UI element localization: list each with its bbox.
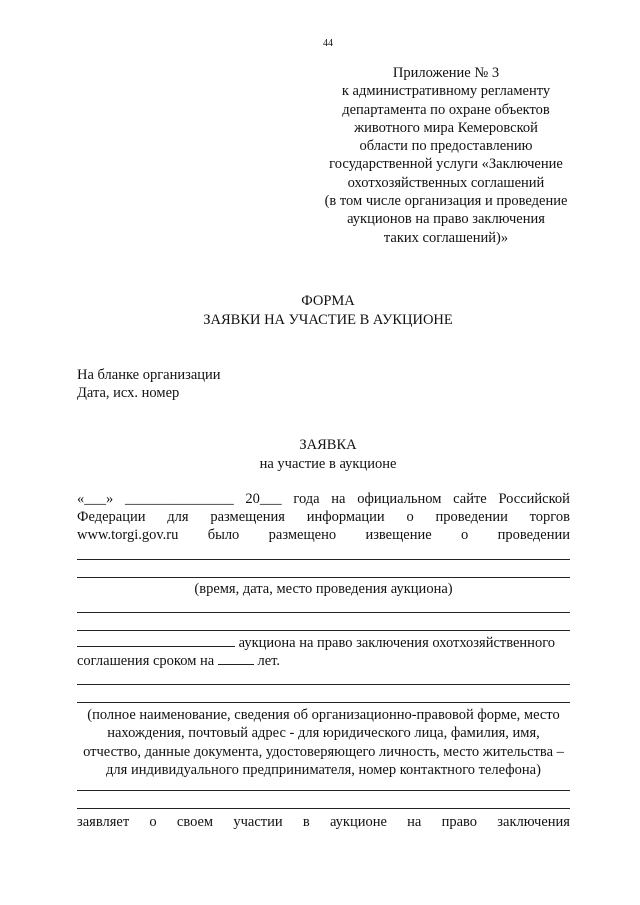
word: торгов bbox=[529, 509, 570, 525]
word: проведении bbox=[497, 527, 570, 543]
appendix-line: (в том числе организация и проведение bbox=[324, 193, 568, 210]
word: заявляет bbox=[77, 814, 130, 830]
form-title-line1: ФОРМА bbox=[301, 293, 355, 309]
fill-in-line bbox=[77, 684, 570, 685]
appendix-line: области по предоставлению bbox=[359, 138, 533, 155]
page-number: 44 bbox=[323, 38, 333, 49]
word: участии bbox=[233, 814, 283, 830]
auction-line bbox=[77, 634, 570, 652]
appendix-line: аукционов на право заключения bbox=[347, 211, 545, 228]
fill-in-line bbox=[77, 808, 570, 809]
website-link: www.torgi.gov.ru bbox=[77, 527, 179, 543]
word: в bbox=[302, 814, 310, 830]
word: о bbox=[149, 814, 157, 830]
term-prefix: соглашения сроком на bbox=[77, 653, 218, 669]
blank-field bbox=[77, 634, 235, 647]
auction-caption-text: (время, дата, место проведения аукциона) bbox=[194, 581, 453, 597]
word: официальном bbox=[357, 491, 442, 507]
letterhead-line1: На бланке организации bbox=[77, 367, 221, 383]
word: для bbox=[167, 509, 189, 525]
letterhead-line2: Дата, исх. номер bbox=[77, 385, 180, 401]
word: Федерации bbox=[77, 509, 146, 525]
applicant-caption-line: отчество, данные документа, удостоверяющего личность, место жительства – bbox=[83, 743, 564, 760]
body-line-1 bbox=[77, 490, 570, 508]
fill-in-line bbox=[77, 559, 570, 560]
word: проведении bbox=[435, 509, 508, 525]
applicant-caption bbox=[77, 706, 570, 779]
body-paragraph-1 bbox=[77, 490, 570, 544]
letterhead-note bbox=[77, 366, 221, 402]
word: своем bbox=[176, 814, 214, 830]
fill-in-line bbox=[77, 790, 570, 791]
word: года bbox=[293, 491, 320, 507]
appendix-line: животного мира Кемеровской bbox=[354, 119, 538, 136]
word: о bbox=[461, 527, 469, 543]
declares-line bbox=[77, 813, 570, 831]
auction-caption bbox=[77, 580, 570, 598]
body-line-3 bbox=[77, 526, 570, 544]
body-line-2 bbox=[77, 508, 570, 526]
form-title bbox=[0, 292, 640, 330]
application-heading bbox=[0, 436, 640, 474]
applicant-caption-line: для индивидуального предпринимателя, номер контактного телефона) bbox=[106, 761, 541, 778]
appendix-line: охотхозяйственных соглашений bbox=[347, 174, 545, 191]
applicant-caption-line: нахождения, почтовый адрес - для юридического лица, фамилия, имя, bbox=[107, 725, 540, 742]
appendix-line: таких соглашений)» bbox=[383, 229, 509, 246]
appendix-header bbox=[306, 64, 586, 247]
word: _______________ bbox=[124, 491, 234, 507]
word: размещения bbox=[210, 509, 285, 525]
word: заключения bbox=[497, 814, 570, 830]
word: было bbox=[207, 527, 240, 543]
appendix-line: Приложение № 3 bbox=[392, 65, 500, 81]
term-suffix: лет. bbox=[253, 653, 280, 669]
fill-in-line bbox=[77, 630, 570, 631]
fill-in-line bbox=[77, 577, 570, 578]
word: на bbox=[331, 491, 346, 507]
appendix-line: департамента по охране объектов bbox=[342, 101, 550, 118]
appendix-line: к административному регламенту bbox=[341, 83, 551, 100]
word: на bbox=[407, 814, 422, 830]
applicant-caption-line: (полное наименование, сведения об организационно-правовой форме, место bbox=[87, 707, 560, 723]
word: право bbox=[441, 814, 478, 830]
declares-paragraph bbox=[77, 813, 570, 831]
application-title: ЗАЯВКА bbox=[299, 437, 357, 453]
word: информации bbox=[306, 509, 385, 525]
word: о bbox=[406, 509, 414, 525]
word: аукционе bbox=[329, 814, 387, 830]
form-title-line2: ЗАЯВКИ НА УЧАСТИЕ В АУКЦИОНЕ bbox=[203, 312, 453, 328]
word: 20___ bbox=[245, 491, 282, 507]
word: извещение bbox=[365, 527, 432, 543]
fill-in-line bbox=[77, 702, 570, 703]
term-blank-field bbox=[218, 652, 254, 665]
fill-in-line bbox=[77, 612, 570, 613]
appendix-line: государственной услуги «Заключение bbox=[329, 156, 563, 173]
auction-line-text: аукциона на право заключения охотхозяйственного bbox=[235, 635, 556, 651]
word: сайте bbox=[453, 491, 487, 507]
application-subtitle: на участие в аукционе bbox=[259, 456, 397, 472]
word: размещено bbox=[268, 527, 337, 543]
word: Российской bbox=[498, 491, 570, 507]
word: «___» bbox=[77, 491, 114, 507]
term-line bbox=[77, 652, 280, 670]
